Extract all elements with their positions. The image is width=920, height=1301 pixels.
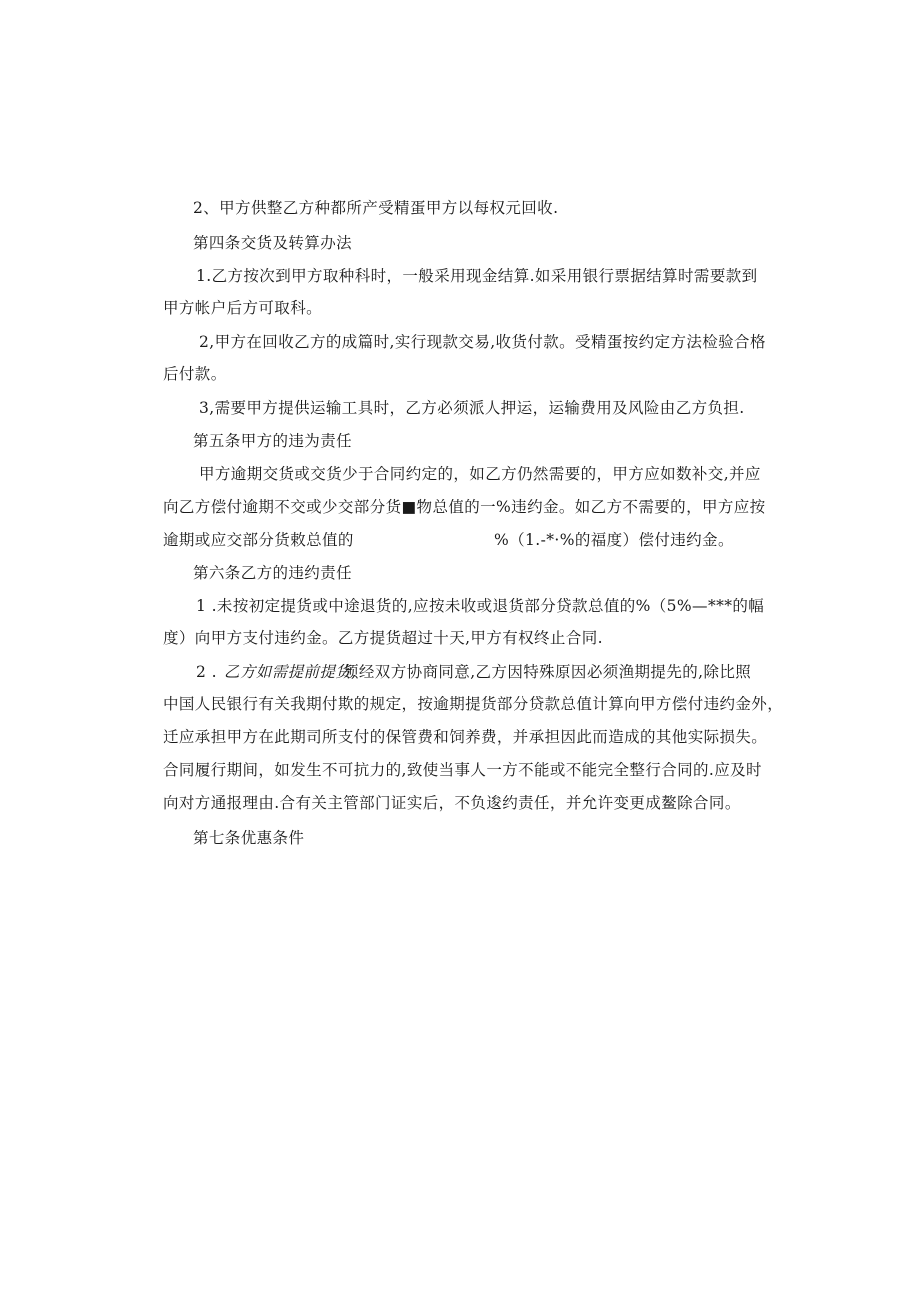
article-6-item-2-line-2: 中国人民银行有关我期付欺的规定，按逾期提货部分贷款总值计算向甲方偿付违约金外， — [163, 695, 784, 713]
clause-3-item-2: 2、甲方供整乙方种都所产受精蛋甲方以每权元回收. — [193, 199, 559, 217]
article-4-item-3: 3,需要甲方提供运输工具时，乙方必须派人押运，运输费用及风险由乙方负担. — [199, 399, 745, 417]
article-6-item-2-line-3: 迁应承担甲方在此期司所支付的保管费和饲养费，并承担因此而造成的其他实际损失。 — [163, 728, 768, 746]
article-6-item-1-line-1: 1 .未按初定提货或中途退货的,应按未收或退货部分贷款总值的%（5%—***的幅 — [196, 597, 765, 615]
article-5-heading: 第五条甲方的违为责任 — [193, 432, 353, 450]
article-5-para-line-1: 甲方逾期交货或交货少于合同约定的，如乙方仍然需要的，甲方应如数补交,并应 — [199, 465, 761, 483]
article-4-item-2-line-1: 2,甲方在回收乙方的成篇时,实行现款交易,收货付款。受精蛋按约定方法检验合格 — [199, 333, 766, 351]
article-6-heading: 第六条乙方的违约责任 — [193, 564, 353, 582]
article-4-item-2-line-2: 后付款。 — [163, 365, 227, 383]
article-5-para-line-2: 向乙方偿付逾期不交或少交部分货■物总值的一%违约金。如乙方不需要的，甲方应按 — [163, 498, 766, 516]
article-6-item-2-italic-phrase: 乙方如需提前提货, — [224, 663, 357, 681]
article-6-item-2-number: 2 . — [196, 663, 217, 681]
article-6-item-1-line-2: 度）向甲方支付违约金。乙方提货超过十天,甲方有权终止合同. — [163, 629, 603, 647]
force-majeure-line-1: 合同履行期间，如发生不可抗力的,致使当事人一方不能或不能完全整行合同的.应及时 — [163, 761, 762, 779]
article-4-item-1-line-2: 甲方帐户后方可取科。 — [163, 299, 323, 317]
article-4-heading: 第四条交货及转算办法 — [193, 234, 353, 252]
force-majeure-line-2: 向对方通报理由.合有关主管部门证实后，不负逡约责任，并允许变更成鳌除合同。 — [163, 794, 741, 812]
article-5-para-line-3-end: %（1.-*·%的福度）偿付违约金。 — [494, 531, 734, 549]
article-6-item-2-line-1-rest: 须经双方协商同意,乙方因特殊原因必须渔期提先的,除比照 — [343, 663, 752, 681]
article-4-item-1-line-1: 1.乙方按次到甲方取种科时，一般采用现金结算.如采用银行票据结算时需要款到 — [196, 267, 758, 285]
article-7-heading: 第七条优惠条件 — [193, 829, 305, 847]
article-5-para-line-3-start: 逾期或应交部分货敕总值的 — [163, 531, 354, 549]
